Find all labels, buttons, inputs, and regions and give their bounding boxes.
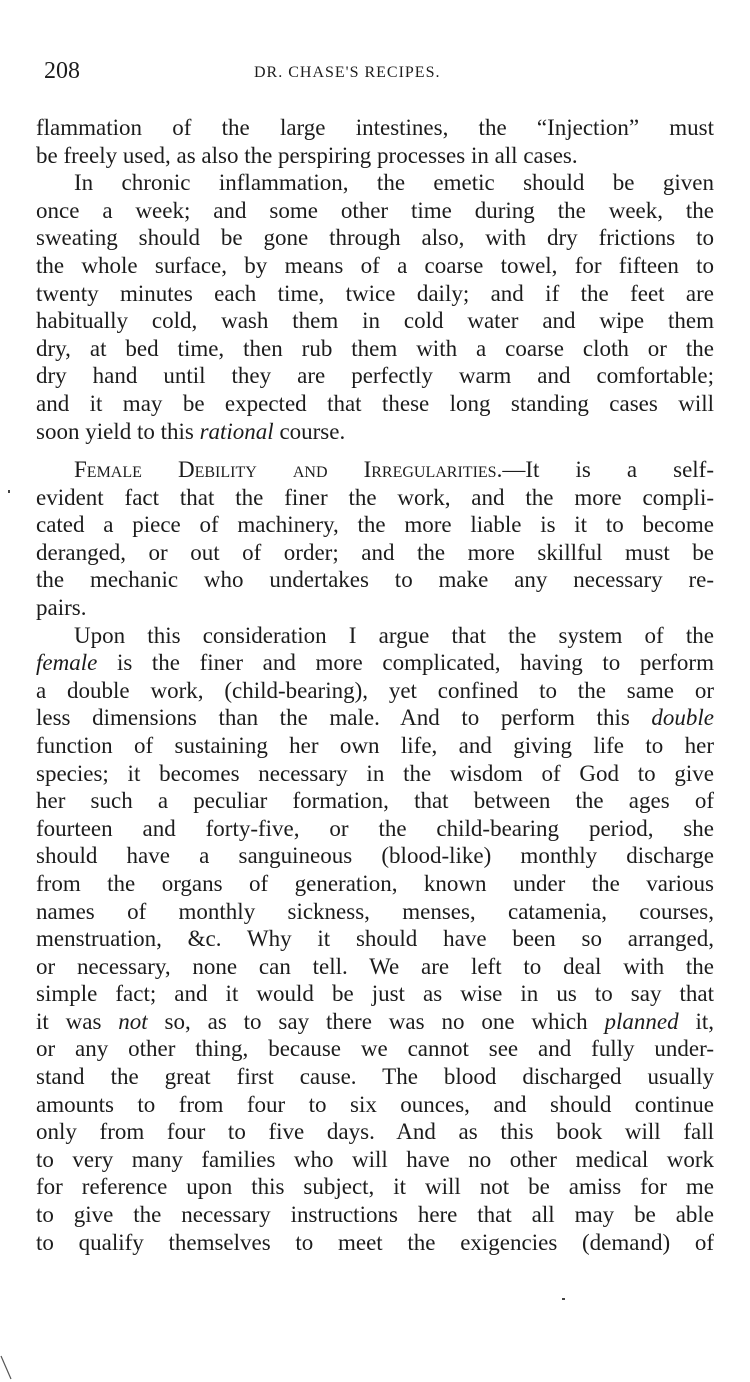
section-heading: Female Debility and Irregularities.	[74, 457, 503, 482]
text-line: function of sustaining her own life, and giving life to her	[36, 732, 714, 758]
text-line: or necessary, none can tell. We are left to deal with the	[36, 953, 714, 979]
text-line: dry hand until they are perfectly warm and comfortable;	[36, 363, 714, 389]
text-line: names of monthly sickness, menses, catamenia, courses,	[36, 898, 714, 924]
text-line: twenty minutes each time, twice daily; and if the feet are	[36, 280, 714, 306]
text-line: menstruation, &c. Why it should have been so arranged,	[36, 926, 714, 952]
text-line: sweating should be gone through also, with dry frictions to	[36, 225, 714, 251]
scan-speck	[562, 1298, 565, 1300]
text-line: soon yield to this rational course.	[36, 418, 346, 444]
italic-word: planned	[604, 1008, 679, 1034]
text-line: the mechanic who undertakes to make any necessary re-	[36, 567, 714, 593]
text-line: less dimensions than the male. And to perform this double	[36, 705, 714, 731]
body-text-top	[36, 114, 714, 445]
text-line: evident fact that the finer the work, and the more compli-	[36, 484, 714, 510]
text-line: female is the finer and more complicated, having to perform	[36, 650, 714, 676]
text-line: the whole surface, by means of a coarse towel, for fifteen to	[36, 252, 714, 278]
text-line: amounts to from four to six ounces, and should continue	[36, 1091, 714, 1117]
running-title: DR. CHASE'S RECIPES.	[254, 64, 441, 81]
scan-speck	[8, 490, 10, 493]
page-header	[44, 58, 710, 92]
text-line: and it may be expected that these long standing cases will	[36, 390, 714, 416]
text-line: be freely used, as also the perspiring processes in all cases.	[36, 142, 578, 168]
text-line: to very many families who will have no other medical work	[36, 1146, 714, 1172]
text-line: once a week; and some other time during the week, the	[36, 197, 714, 223]
text-line: flammation of the large intestines, the “Injection” must	[36, 115, 714, 140]
section-heading-line: Female Debility and Irregularities.—It is a self-	[74, 457, 714, 482]
text-line: for reference upon this subject, it will not be amiss for me	[36, 1174, 714, 1200]
text-line: fourteen and forty-five, or the child-bearing period, she	[36, 815, 714, 841]
body-text-section	[36, 456, 714, 1256]
italic-word: not	[118, 1008, 148, 1034]
text-line: from the organs of generation, known under the various	[36, 870, 714, 896]
italic-word: rational	[199, 418, 274, 444]
text-line: a double work, (child-bearing), yet confined to the same or	[36, 677, 714, 703]
text-line: only from four to five days. And as this book will fall	[36, 1119, 714, 1145]
text-line: species; it becomes necessary in the wisdom of God to give	[36, 760, 714, 786]
page-number: 208	[44, 58, 80, 84]
text-line: to qualify themselves to meet the exigencies (demand) of	[36, 1229, 714, 1255]
text-line: or any other thing, because we cannot see and fully under-	[36, 1036, 714, 1062]
italic-word: female	[36, 650, 98, 676]
text-line: should have a sanguineous (blood-like) monthly discharge	[36, 843, 714, 869]
text-line: to give the necessary instructions here that all may be able	[36, 1202, 714, 1228]
text-line: stand the great first cause. The blood discharged usually	[36, 1064, 714, 1090]
text-line: habitually cold, wash them in cold water and wipe them	[36, 308, 714, 334]
text-line: it was not so, as to say there was no one which planned it,	[36, 1008, 714, 1034]
text-line: deranged, or out of order; and the more skillful must be	[36, 539, 714, 565]
paragraph-start-line: In chronic inflammation, the emetic should be given	[74, 170, 714, 196]
text-line: simple fact; and it would be just as wise in us to say that	[36, 981, 714, 1007]
text-line: cated a piece of machinery, the more liable is it to become	[36, 512, 714, 538]
paragraph-start-line: Upon this consideration I argue that the system of the	[74, 622, 714, 648]
text-line: her such a peculiar formation, that between the ages of	[36, 788, 714, 814]
text-line: dry, at bed time, then rub them with a coarse cloth or the	[36, 335, 714, 361]
text-line: pairs.	[36, 594, 87, 620]
scan-edge-mark	[0, 1355, 14, 1382]
italic-word: double	[651, 705, 714, 731]
